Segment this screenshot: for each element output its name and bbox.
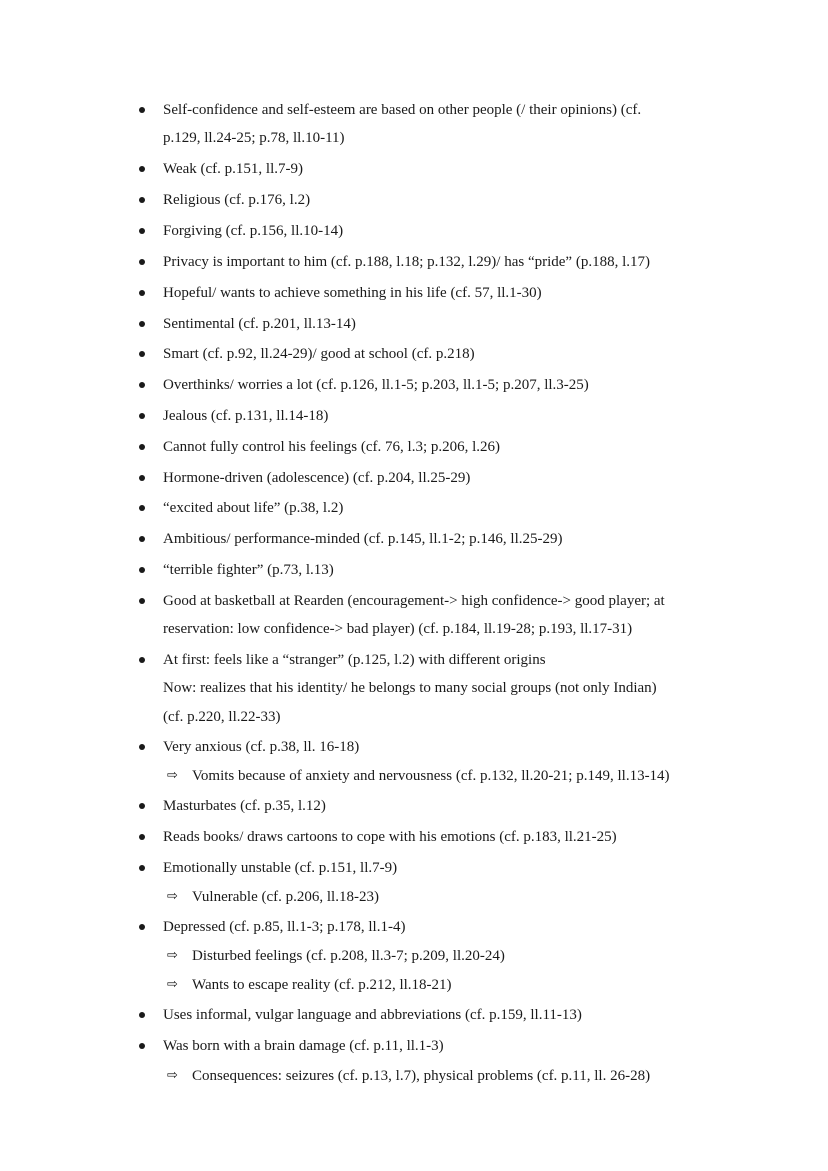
bullet-icon <box>139 321 145 327</box>
list-item: Privacy is important to him (cf. p.188, l.18; p.132, l.29)/ has “pride” (p.188, l.17) <box>163 254 651 270</box>
bullet-icon <box>139 924 145 930</box>
bullet-icon <box>139 290 145 296</box>
right-arrow-icon: ⇨ <box>167 1068 178 1083</box>
list-item: Ambitious/ performance-minded (cf. p.145, ll.1-2; p.146, ll.25-29) <box>163 531 563 547</box>
list-item-continuation: (cf. p.220, ll.22-33) <box>163 709 281 725</box>
list-item-continuation: p.129, ll.24-25; p.78, ll.10-11) <box>163 130 345 146</box>
list-item: Forgiving (cf. p.156, ll.10-14) <box>163 223 344 239</box>
bullet-icon <box>139 413 145 419</box>
bullet-icon <box>139 197 145 203</box>
list-item-continuation: reservation: low confidence-> bad player) (cf. p.184, ll.19-28; p.193, ll.17-31) <box>163 621 633 637</box>
list-item: Weak (cf. p.151, ll.7-9) <box>163 161 303 177</box>
list-item: Hopeful/ wants to achieve something in his life (cf. 57, ll.1-30) <box>163 285 542 301</box>
bullet-icon <box>139 834 145 840</box>
list-item: Sentimental (cf. p.201, ll.13-14) <box>163 316 356 332</box>
list-item: Emotionally unstable (cf. p.151, ll.7-9) <box>163 860 398 876</box>
bullet-icon <box>139 351 145 357</box>
list-item: Jealous (cf. p.131, ll.14-18) <box>163 408 329 424</box>
bullet-icon <box>139 536 145 542</box>
right-arrow-icon: ⇨ <box>167 948 178 963</box>
list-item: Overthinks/ worries a lot (cf. p.126, ll.1-5; p.203, ll.1-5; p.207, ll.3-25) <box>163 377 589 393</box>
bullet-icon <box>139 259 145 265</box>
list-item: “terrible fighter” (p.73, l.13) <box>163 562 334 578</box>
right-arrow-icon: ⇨ <box>167 889 178 904</box>
sub-item: Vulnerable (cf. p.206, ll.18-23) <box>192 889 379 905</box>
list-item: Religious (cf. p.176, l.2) <box>163 192 311 208</box>
list-item: Was born with a brain damage (cf. p.11, ll.1-3) <box>163 1038 444 1054</box>
bullet-icon <box>139 505 145 511</box>
bullet-icon <box>139 803 145 809</box>
list-item: Reads books/ draws cartoons to cope with his emotions (cf. p.183, ll.21-25) <box>163 829 617 845</box>
right-arrow-icon: ⇨ <box>167 977 178 992</box>
bullet-icon <box>139 1012 145 1018</box>
sub-item: Disturbed feelings (cf. p.208, ll.3-7; p.209, ll.20-24) <box>192 948 505 964</box>
sub-item: Wants to escape reality (cf. p.212, ll.18-21) <box>192 977 452 993</box>
list-item: At first: feels like a “stranger” (p.125, l.2) with different origins <box>163 652 546 668</box>
bullet-icon <box>139 567 145 573</box>
right-arrow-icon: ⇨ <box>167 768 178 783</box>
list-item: Good at basketball at Rearden (encouragement-> high confidence-> good player; at <box>163 593 665 609</box>
bullet-icon <box>139 444 145 450</box>
bullet-icon <box>139 382 145 388</box>
list-item: Hormone-driven (adolescence) (cf. p.204, ll.25-29) <box>163 470 471 486</box>
bullet-icon <box>139 744 145 750</box>
list-item: Uses informal, vulgar language and abbreviations (cf. p.159, ll.11-13) <box>163 1007 582 1023</box>
list-item: Masturbates (cf. p.35, l.12) <box>163 798 326 814</box>
bullet-icon <box>139 598 145 604</box>
sub-item: Consequences: seizures (cf. p.13, l.7), physical problems (cf. p.11, ll. 26-28) <box>192 1068 651 1084</box>
list-item: Self-confidence and self-esteem are based on other people (/ their opinions) (cf. <box>163 102 642 118</box>
bullet-icon <box>139 166 145 172</box>
list-item: Very anxious (cf. p.38, ll. 16-18) <box>163 739 360 755</box>
list-item: Cannot fully control his feelings (cf. 76, l.3; p.206, l.26) <box>163 439 501 455</box>
bullet-icon <box>139 475 145 481</box>
list-item-continuation: Now: realizes that his identity/ he belongs to many social groups (not only Indian) <box>163 680 657 696</box>
sub-item: Vomits because of anxiety and nervousness (cf. p.132, ll.20-21; p.149, ll.13-14) <box>192 768 670 784</box>
bullet-icon <box>139 657 145 663</box>
bullet-icon <box>139 228 145 234</box>
bullet-icon <box>139 1043 145 1049</box>
bullet-icon <box>139 107 145 113</box>
list-item: Smart (cf. p.92, ll.24-29)/ good at school (cf. p.218) <box>163 346 475 362</box>
bullet-icon <box>139 865 145 871</box>
list-item: “excited about life” (p.38, l.2) <box>163 500 344 516</box>
list-item: Depressed (cf. p.85, ll.1-3; p.178, ll.1-4) <box>163 919 406 935</box>
